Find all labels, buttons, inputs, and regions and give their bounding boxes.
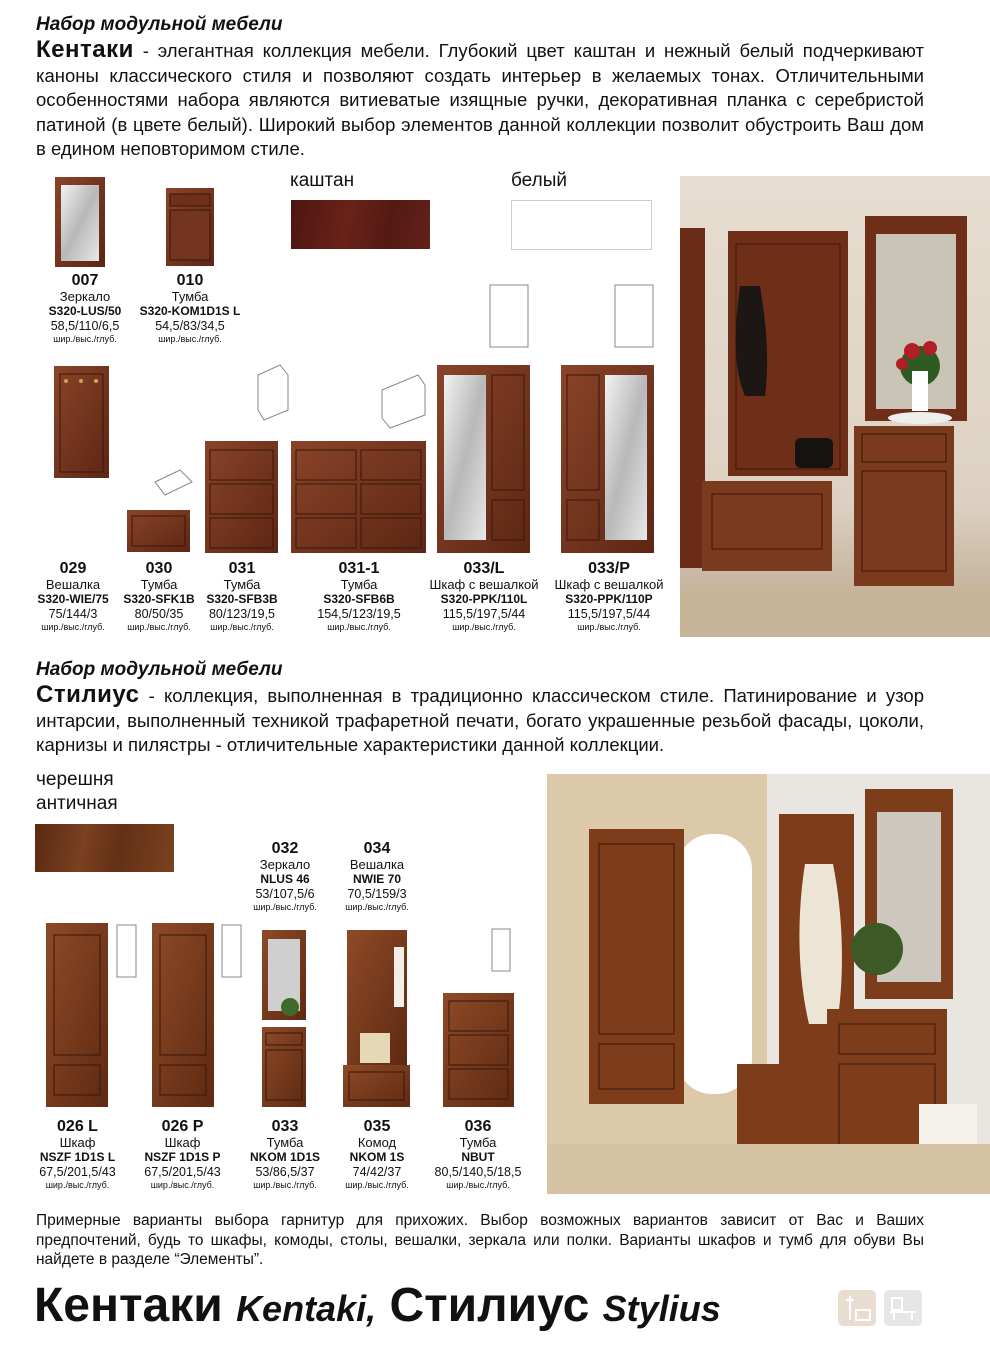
item-code: S320-PPK/110P [565,592,653,607]
item-dims-label: шир./выс./глуб. [446,1179,510,1190]
item-030-drawing [127,470,192,552]
item-code: NBUT [461,1150,495,1165]
item-name: Зеркало [59,289,111,305]
item-number: 033 [271,1118,299,1135]
item-name: Тумба [140,577,178,593]
item-code: NLUS 46 [260,872,310,887]
item-number: 036 [464,1118,492,1135]
item-number: 026 P [161,1118,204,1135]
item-number: 033/L [463,560,505,577]
item-026P [135,1118,230,1190]
item-dims-label: шир./выс./глуб. [253,1179,317,1190]
item-number: 031 [228,560,256,577]
item-dims: 67,5/201,5/43 [144,1165,221,1180]
color-label-cherry [36,768,118,816]
item-dims-label: шир./выс./глуб. [345,1179,409,1190]
color-label-kashtan: каштан [290,170,355,191]
item-code: S320-PPK/110L [440,592,528,607]
item-029 [28,560,118,632]
item-029-drawing [54,366,109,478]
item-031-1-drawing [291,375,426,553]
item-name: Тумба [340,577,378,593]
item-dims: 80/50/35 [134,607,184,622]
kentaki-description [36,38,924,162]
item-number: 026 L [57,1118,98,1135]
item-033L [424,560,544,632]
item-code: NSZF 1D1S L [39,1150,116,1165]
item-033-stylius [240,1118,330,1190]
kentaki-furniture-drawings [0,170,680,560]
item-dims: 75/144/3 [48,607,98,622]
color-label-white: белый [511,170,567,191]
kentaki-subtitle: Набор модульной мебели [36,14,283,35]
item-number: 007 [71,272,99,289]
item-007-drawing [55,177,105,267]
stylius-name: Стилиус [36,681,140,708]
stylius-interior-illustration [547,774,990,1194]
item-032 [240,840,330,912]
item-number: 033/P [588,560,630,577]
item-dims-label: шир./выс./глуб. [452,621,516,632]
item-code: S320-SFK1B [123,592,195,607]
kentaki-interior-illustration [680,176,990,637]
item-030 [118,560,200,632]
item-026P-drawing [152,923,241,1107]
item-032-033-drawing [262,930,306,1107]
color-label-line2: античная [36,793,118,814]
item-dims: 54,5/83/34,5 [155,319,225,334]
item-dims: 53/86,5/37 [255,1165,315,1180]
item-033P [548,560,670,632]
item-name: Вешалка [349,857,405,873]
item-dims: 67,5/201,5/43 [39,1165,116,1180]
color-swatch-cherry [35,824,174,872]
footer-title-stylius-ru: Стилиус [389,1279,590,1332]
kentaki-description-text: - элегантная коллекция мебели. Глубокий цвет каштан и нежный белый подчеркивают каноны классического стиля и позволяют создать интерьер в желаемых тонах. Отличительными особенностями набора являются витиеватые изящные ручки, декоративная планка с серебристой патиной (в цвете белый). Широкий выбор элементов данной коллекции позволит обустроить Ваш дом в едином неповторимом стиле. [36,40,924,159]
kentaki-interior-photo [680,176,990,637]
item-number: 030 [145,560,173,577]
item-code: S320-LUS/50 [48,304,122,319]
item-dims: 115,5/197,5/44 [442,607,526,622]
item-007 [30,272,140,344]
item-010-drawing [166,188,214,266]
stylius-description-text: - коллекция, выполненная в традиционно классическом стиле. Патинирование и узор интарсии, выполненный техникой трафаретной печати, богато украшенные резьбой фасады, цоколи, карнизы и пилястры - отличительные характеристики данной коллекции. [36,685,924,755]
stylius-furniture-drawings [0,915,540,1115]
item-code: NWIE 70 [352,872,401,887]
footer-note: Примерные варианты выбора гарнитур для прихожих. Выбор возможных вариантов зависит от Вас и Ваших предпочтений, будь то шкафы, комоды, столы, вешалки, зеркала или полки. Варианты шкафов и тумб для обуви Вы найдете в разделе “Элементы”. [36,1212,924,1268]
item-dims-label: шир./выс./глуб. [45,1179,110,1190]
item-number: 035 [363,1118,391,1135]
item-number: 029 [59,560,87,577]
stylius-description [36,683,924,758]
item-dims-label: шир./выс./глуб. [158,333,222,344]
item-036 [426,1118,530,1190]
item-036-drawing [443,929,514,1107]
item-number: 034 [363,840,391,857]
item-name: Шкаф с вешалкой [554,577,664,593]
item-031-1 [300,560,418,632]
item-dims: 80,5/140,5/18,5 [434,1165,522,1180]
stylius-subtitle: Набор модульной мебели [36,659,283,680]
item-dims: 70,5/159/3 [347,887,407,902]
item-code: NSZF 1D1S P [144,1150,221,1165]
item-dims: 80/123/19,5 [208,607,276,622]
item-code: NKOM 1S [349,1150,405,1165]
item-034-035-drawing [343,930,410,1107]
kentaki-name: Кентаки [36,36,134,63]
item-code: S320-SFB3B [206,592,278,607]
item-dims-label: шир./выс./глуб. [345,901,409,912]
item-name: Тумба [459,1135,497,1151]
item-dims: 74/42/37 [352,1165,402,1180]
footer-title-kentaki-ru: Кентаки [34,1279,223,1332]
item-code: S320-SFB6B [323,592,395,607]
item-033P-drawing [561,285,654,553]
item-name: Шкаф [164,1135,201,1151]
item-dims: 115,5/197,5/44 [567,607,651,622]
footer-title-kentaki-en: Kentaki, [236,1288,377,1329]
item-code: S320-KOM1D1S L [139,304,241,319]
item-035 [333,1118,421,1190]
item-dims-label: шир./выс./глуб. [210,621,274,632]
item-dims-label: шир./выс./глуб. [150,1179,215,1190]
item-026L [30,1118,125,1190]
item-dims: 53/107,5/6 [255,887,315,902]
item-name: Тумба [223,577,261,593]
item-010 [135,272,245,344]
item-031 [200,560,284,632]
item-name: Шкаф с вешалкой [429,577,539,593]
item-name: Тумба [171,289,209,305]
item-dims-label: шир./выс./глуб. [127,621,191,632]
item-dims-label: шир./выс./глуб. [253,901,317,912]
item-dims: 154,5/123/19,5 [317,607,401,622]
item-dims-label: шир./выс./глуб. [41,621,105,632]
footer-title-stylius-en: Stylius [602,1288,721,1329]
desk-icon [884,1290,922,1326]
item-code: NKOM 1D1S [249,1150,320,1165]
color-label-line1: черешня [36,769,114,790]
item-number: 032 [271,840,299,857]
item-number: 031-1 [338,560,380,577]
item-number: 010 [176,272,204,289]
item-026L-drawing [46,923,136,1107]
item-dims-label: шир./выс./глуб. [53,333,117,344]
item-code: S320-WIE/75 [37,592,109,607]
item-name: Шкаф [59,1135,96,1151]
hallway-icon [838,1290,876,1326]
item-name: Комод [357,1135,397,1151]
item-name: Тумба [266,1135,304,1151]
item-name: Зеркало [259,857,311,873]
item-dims-label: шир./выс./глуб. [327,621,391,632]
item-name: Вешалка [45,577,101,593]
item-dims-label: шир./выс./глуб. [577,621,641,632]
item-dims: 58,5/110/6,5 [50,319,120,334]
item-034 [332,840,422,912]
stylius-interior-photo [547,774,990,1194]
item-033L-drawing [437,285,530,553]
footer-title [34,1278,721,1333]
item-031-drawing [205,365,288,553]
